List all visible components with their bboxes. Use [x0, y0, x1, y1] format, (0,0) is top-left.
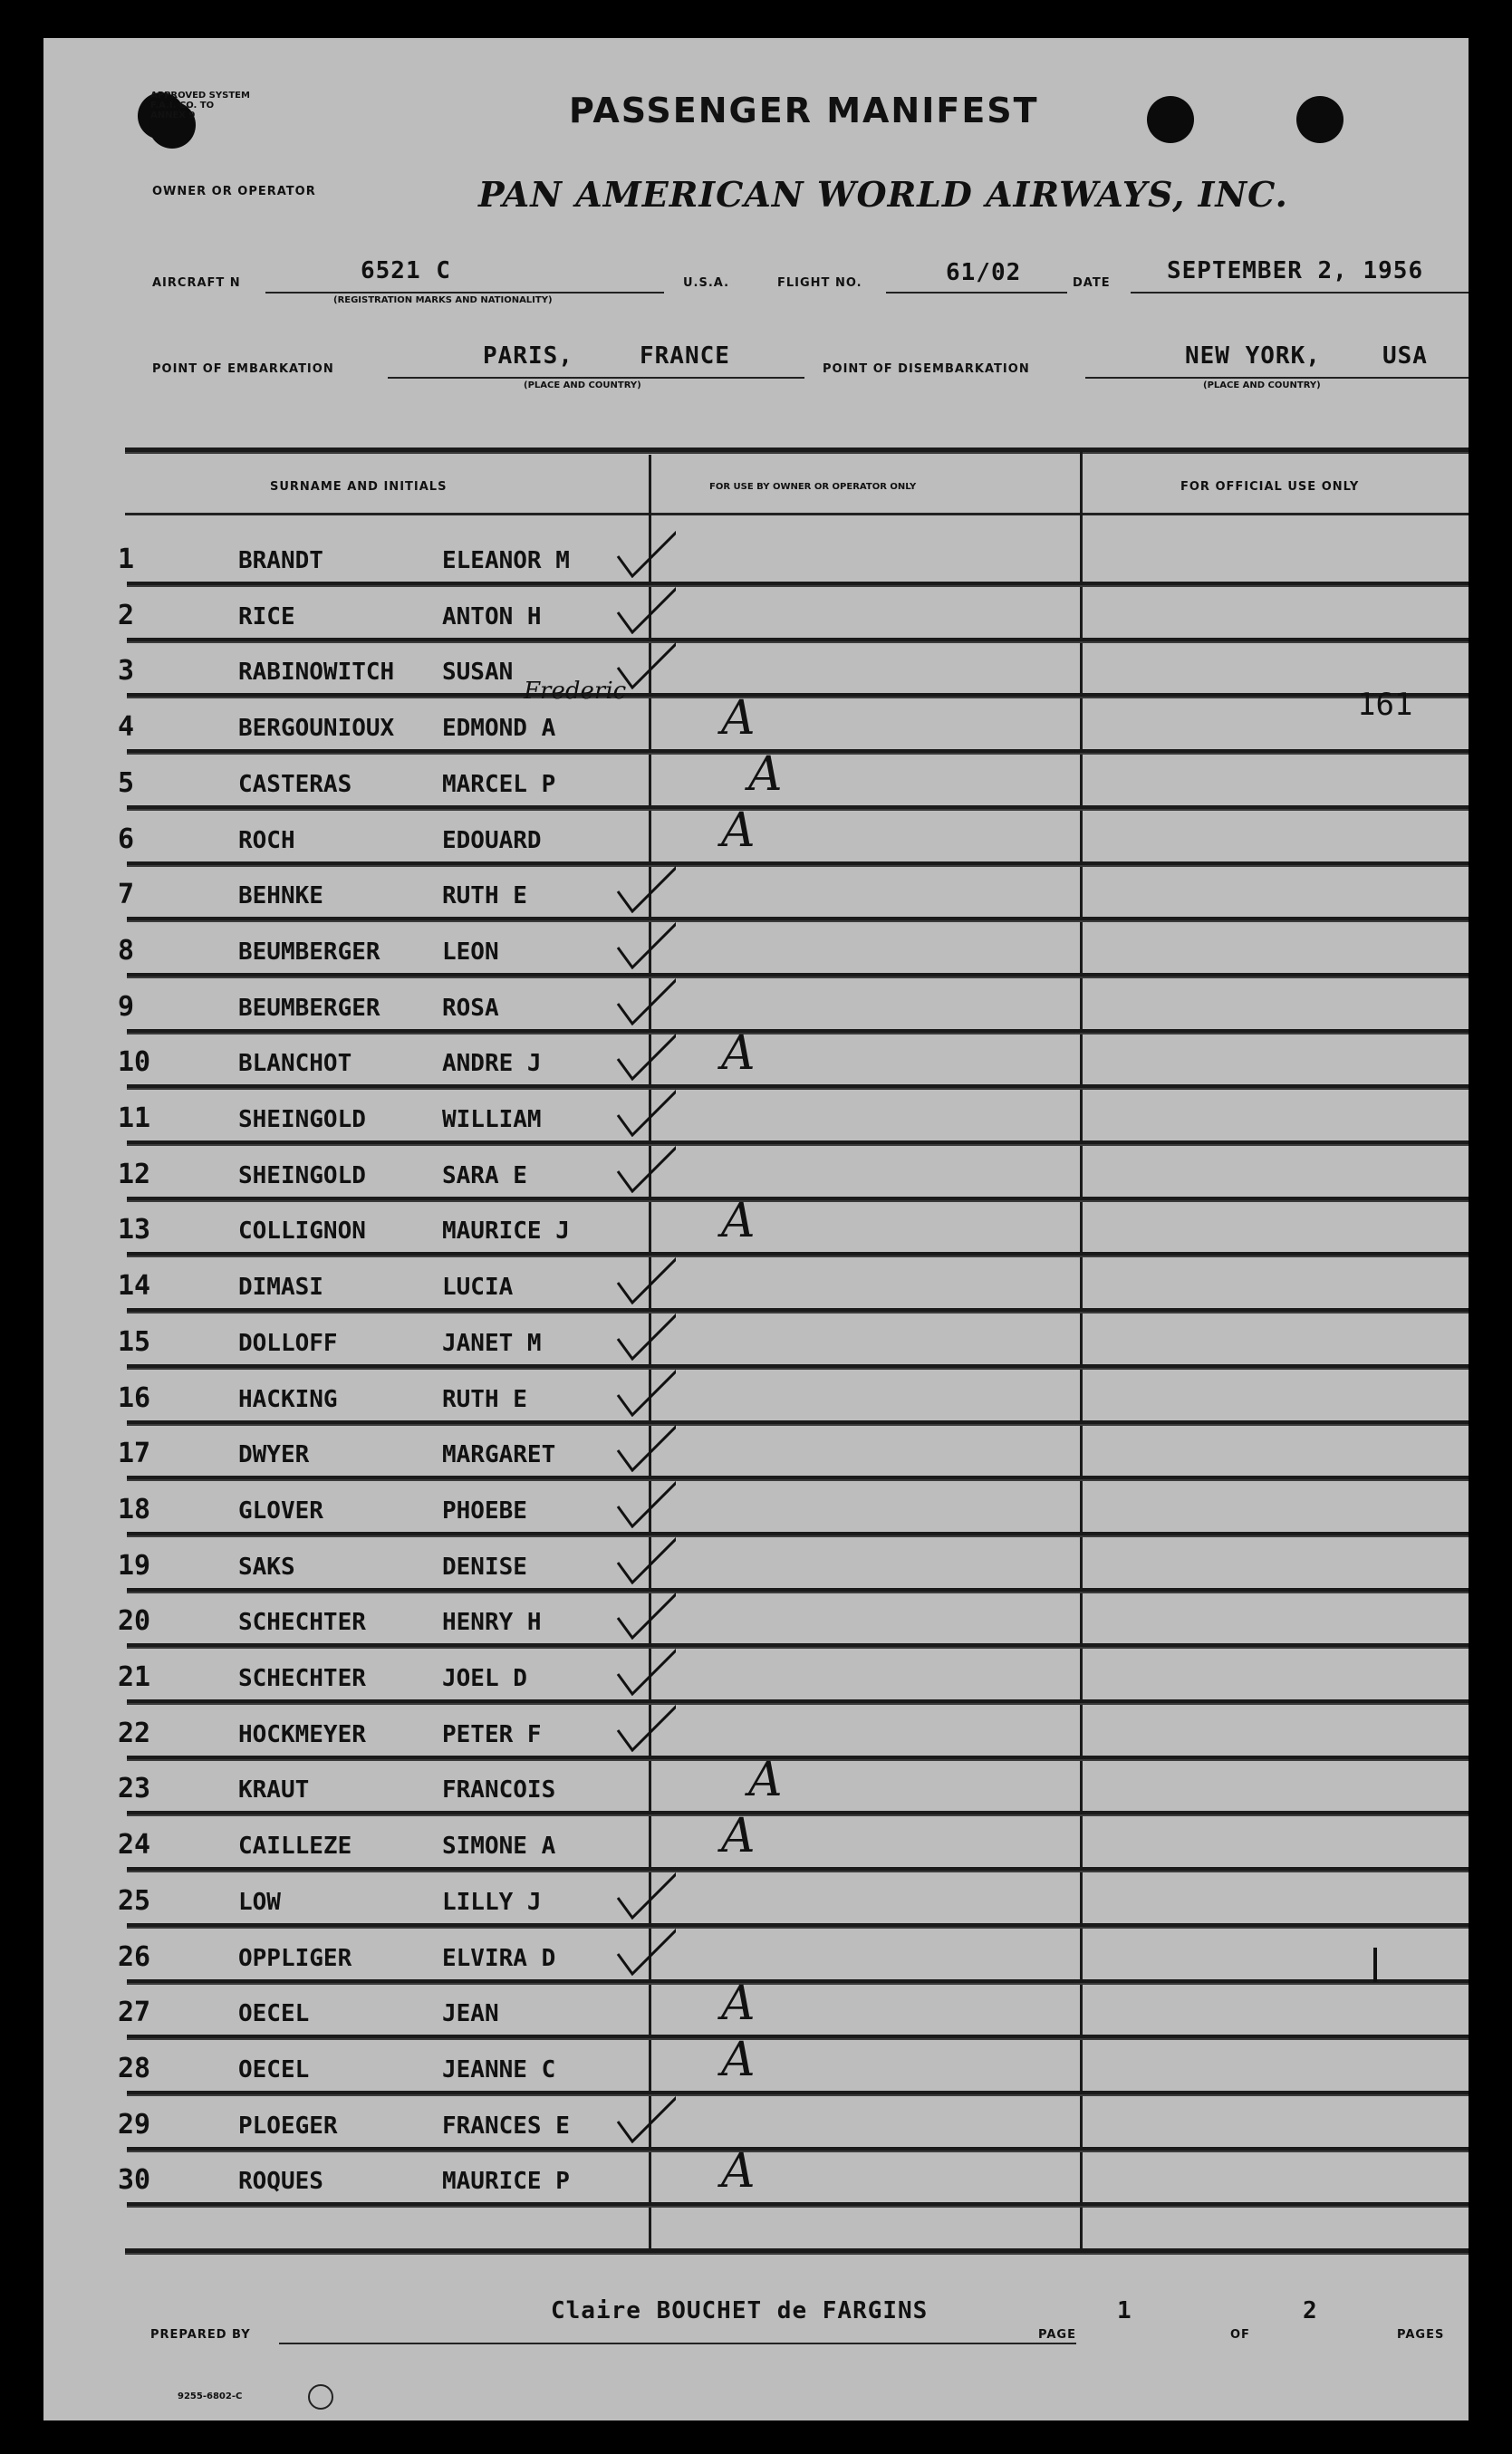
check-mark-icon — [612, 1587, 676, 1640]
passenger-initials: WILLIAM — [442, 1106, 542, 1133]
handwritten-a-mark: A — [721, 1977, 756, 2032]
row-rule — [127, 1364, 1469, 1370]
row-number: 6 — [118, 823, 135, 855]
handwritten-a-mark: A — [721, 691, 756, 746]
total-pages: 2 — [1303, 2297, 1318, 2324]
passenger-initials: DENISE — [442, 1553, 527, 1581]
handwritten-a-mark: A — [721, 2032, 756, 2087]
row-number: 15 — [118, 1325, 151, 1358]
row-number: 18 — [118, 1493, 151, 1525]
column-header-rule — [125, 513, 1469, 515]
flight-value: 61/02 — [946, 259, 1022, 286]
passenger-initials: MAURICE P — [442, 2168, 570, 2196]
passenger-surname: OPPLIGER — [238, 1944, 352, 1972]
row-number: 24 — [118, 1829, 151, 1862]
row-rule — [127, 1252, 1469, 1257]
passenger-surname: SHEINGOLD — [238, 1106, 366, 1133]
row-rule — [127, 1308, 1469, 1314]
passenger-surname: ROQUES — [238, 2168, 323, 2196]
handwritten-first-name: Frederic — [524, 678, 627, 705]
official-number: 161 — [1357, 687, 1413, 723]
row-number: 3 — [118, 655, 135, 688]
check-mark-icon — [612, 1028, 676, 1081]
passenger-initials: HENRY H — [442, 1609, 542, 1637]
passenger-surname: HACKING — [238, 1385, 338, 1413]
passenger-surname: RABINOWITCH — [238, 659, 395, 687]
passenger-surname: LOW — [238, 1888, 281, 1916]
row-rule — [127, 861, 1469, 867]
row-number: 30 — [118, 2164, 151, 2197]
check-mark-icon — [612, 861, 676, 913]
check-mark-icon — [612, 2091, 676, 2143]
row-number: 10 — [118, 1046, 151, 1079]
passenger-initials: SARA E — [442, 1161, 527, 1189]
approval-stamp: APPROVED SYSTEM F.A.I. CO. TO ANNEX 9 — [150, 91, 250, 120]
check-mark-icon — [612, 1308, 676, 1361]
passenger-initials: ELEANOR M — [442, 547, 570, 574]
row-rule — [127, 1197, 1469, 1202]
handwritten-a-mark: A — [721, 1026, 756, 1082]
flight-underline — [886, 292, 1067, 294]
check-mark-icon — [612, 1699, 676, 1752]
passenger-surname: OECEL — [238, 2055, 310, 2083]
disembarkation-city: NEW YORK, — [1185, 342, 1321, 370]
passenger-surname: OECEL — [238, 2000, 310, 2028]
prepared-by-underline — [279, 2343, 1076, 2344]
owner-value: PAN AMERICAN WORLD AIRWAYS, INC. — [478, 174, 1288, 215]
passenger-initials: RUTH E — [442, 882, 527, 910]
check-mark-icon — [612, 1419, 676, 1472]
passenger-initials: LEON — [442, 938, 499, 966]
passenger-surname: GLOVER — [238, 1496, 323, 1525]
row-number: 21 — [118, 1661, 151, 1693]
row-rule — [127, 2202, 1469, 2208]
passenger-surname: DOLLOFF — [238, 1329, 338, 1357]
passenger-initials: MAURICE J — [442, 1217, 570, 1246]
row-rule — [127, 2091, 1469, 2096]
handwritten-a-mark: A — [721, 1194, 756, 1249]
passenger-surname: DWYER — [238, 1441, 310, 1469]
check-mark-icon — [612, 973, 676, 1025]
row-number: 23 — [118, 1773, 151, 1805]
passenger-initials: SIMONE A — [442, 1833, 556, 1861]
passenger-surname: PLOEGER — [238, 2112, 338, 2140]
date-value: SEPTEMBER 2, 1956 — [1167, 257, 1424, 284]
row-rule — [127, 1979, 1469, 1985]
passenger-surname: SHEINGOLD — [238, 1161, 366, 1189]
of-label: OF — [1230, 2328, 1250, 2342]
page-title: PASSENGER MANIFEST — [569, 91, 1039, 130]
check-mark-icon — [612, 917, 676, 969]
passenger-initials: SUSAN — [442, 659, 514, 687]
row-number: 20 — [118, 1605, 151, 1638]
aircraft-value: 6521 C — [361, 257, 451, 284]
row-number: 1 — [118, 544, 135, 575]
pages-label: PAGES — [1397, 2328, 1445, 2342]
row-number: 19 — [118, 1549, 151, 1582]
row-rule — [127, 1811, 1469, 1816]
check-mark-icon — [612, 582, 676, 634]
row-number: 5 — [118, 766, 135, 799]
row-number: 9 — [118, 990, 135, 1023]
passenger-surname: CASTERAS — [238, 770, 352, 798]
check-mark-icon — [612, 1364, 676, 1417]
form-number: 9255-6802-C — [178, 2391, 243, 2401]
passenger-initials: JEANNE C — [442, 2055, 556, 2083]
date-label: DATE — [1073, 276, 1111, 290]
punch-hole-right-2 — [1296, 96, 1343, 143]
passenger-surname: ROCH — [238, 826, 295, 854]
passenger-surname: BERGOUNIOUX — [238, 715, 395, 743]
embarkation-underline — [388, 377, 804, 379]
row-number: 25 — [118, 1884, 151, 1917]
row-rule — [127, 1476, 1469, 1481]
passenger-surname: HOCKMEYER — [238, 1720, 366, 1748]
passenger-surname: RICE — [238, 602, 295, 630]
handwritten-a-mark: A — [721, 803, 756, 858]
handwritten-a-mark: A — [721, 1809, 756, 1864]
row-rule — [127, 638, 1469, 643]
row-rule — [127, 693, 1469, 698]
passenger-surname: BEUMBERGER — [238, 938, 380, 966]
page-number: 1 — [1117, 2297, 1132, 2324]
row-rule — [127, 1756, 1469, 1761]
passenger-surname: SAKS — [238, 1553, 295, 1581]
handwritten-a-mark: A — [748, 746, 783, 802]
embarkation-label: POINT OF EMBARKATION — [152, 362, 334, 376]
row-number: 12 — [118, 1158, 151, 1190]
table-top-rule — [125, 447, 1469, 454]
row-rule — [127, 1532, 1469, 1537]
passenger-initials: LUCIA — [442, 1274, 514, 1302]
row-number: 11 — [118, 1102, 151, 1134]
passenger-surname: BLANCHOT — [238, 1050, 352, 1078]
passenger-initials: PHOEBE — [442, 1496, 527, 1525]
handwritten-a-mark: A — [748, 1753, 783, 1808]
passenger-initials: ANDRE J — [442, 1050, 542, 1078]
aircraft-label: AIRCRAFT N — [152, 276, 241, 290]
passenger-surname: BEUMBERGER — [238, 994, 380, 1022]
row-number: 27 — [118, 1997, 151, 2029]
passenger-initials: FRANCES E — [442, 2112, 570, 2140]
row-rule — [127, 749, 1469, 755]
passenger-surname: BRANDT — [238, 547, 323, 574]
disembarkation-label: POINT OF DISEMBARKATION — [823, 362, 1030, 376]
prepared-by-label: PREPARED BY — [150, 2328, 251, 2342]
passenger-initials: LILLY J — [442, 1888, 542, 1916]
passenger-surname: CAILLEZE — [238, 1833, 352, 1861]
check-mark-icon — [612, 1643, 676, 1696]
row-rule — [127, 2147, 1469, 2152]
check-mark-icon — [612, 525, 676, 578]
page-label: PAGE — [1038, 2328, 1076, 2342]
check-mark-icon — [612, 1252, 676, 1304]
check-mark-icon — [612, 1867, 676, 1920]
flight-label: FLIGHT NO. — [777, 276, 862, 290]
punch-hole-right-1 — [1147, 96, 1194, 143]
row-rule — [127, 973, 1469, 978]
row-rule — [127, 1140, 1469, 1146]
row-rule — [127, 917, 1469, 922]
passenger-initials: EDMOND A — [442, 715, 556, 743]
column-header-official: FOR OFFICIAL USE ONLY — [1180, 480, 1360, 494]
disembarkation-country: USA — [1382, 342, 1428, 370]
prepared-by-value: Claire BOUCHET de FARGINS — [551, 2297, 929, 2324]
aircraft-sublabel: (REGISTRATION MARKS AND NATIONALITY) — [333, 295, 553, 305]
passenger-initials: JOEL D — [442, 1665, 527, 1692]
passenger-surname: COLLIGNON — [238, 1217, 366, 1246]
passenger-initials: ELVIRA D — [442, 1944, 556, 1972]
passenger-surname: BEHNKE — [238, 882, 323, 910]
column-header-names: SURNAME AND INITIALS — [270, 480, 448, 494]
passenger-initials: PETER F — [442, 1720, 542, 1748]
embarkation-country: FRANCE — [640, 342, 730, 370]
passenger-initials: JEAN — [442, 2000, 499, 2028]
handwritten-a-mark: A — [721, 2144, 756, 2199]
row-number: 7 — [118, 879, 135, 911]
row-rule — [127, 1084, 1469, 1090]
row-rule — [127, 1643, 1469, 1649]
column-header-operator: FOR USE BY OWNER OR OPERATOR ONLY — [709, 482, 917, 492]
passenger-surname: SCHECHTER — [238, 1609, 366, 1637]
disembarkation-underline — [1085, 377, 1469, 379]
row-rule — [127, 1029, 1469, 1035]
check-mark-icon — [612, 1532, 676, 1584]
disembarkation-sublabel: (PLACE AND COUNTRY) — [1203, 380, 1321, 390]
table-bottom-rule — [125, 2248, 1469, 2255]
owner-label: OWNER OR OPERATOR — [152, 185, 316, 198]
row-number: 29 — [118, 2108, 151, 2141]
passenger-initials: ROSA — [442, 994, 499, 1022]
passenger-initials: EDOUARD — [442, 826, 542, 854]
row-number: 2 — [118, 599, 135, 631]
check-mark-icon — [612, 1476, 676, 1528]
row-rule — [127, 805, 1469, 811]
row-rule — [127, 1588, 1469, 1593]
manifest-sheet — [43, 38, 1469, 2420]
row-rule — [127, 1420, 1469, 1426]
row-rule — [127, 1867, 1469, 1872]
embarkation-sublabel: (PLACE AND COUNTRY) — [524, 380, 641, 390]
aircraft-underline — [265, 292, 664, 294]
passenger-surname: SCHECHTER — [238, 1665, 366, 1692]
row-rule — [127, 582, 1469, 587]
row-rule — [127, 1923, 1469, 1929]
passenger-initials: MARCEL P — [442, 770, 556, 798]
embarkation-city: PARIS, — [483, 342, 573, 370]
row-number: 4 — [118, 711, 135, 744]
passenger-initials: JANET M — [442, 1329, 542, 1357]
check-mark-icon — [612, 1923, 676, 1976]
official-tick-mark — [1373, 1948, 1377, 1982]
date-underline — [1131, 292, 1469, 294]
union-seal-icon — [308, 2384, 333, 2410]
row-number: 16 — [118, 1381, 151, 1414]
row-number: 14 — [118, 1270, 151, 1303]
row-rule — [127, 2035, 1469, 2040]
passenger-initials: RUTH E — [442, 1385, 527, 1413]
row-number: 13 — [118, 1214, 151, 1246]
row-rule — [127, 1699, 1469, 1705]
passenger-surname: KRAUT — [238, 1776, 310, 1804]
country-value: U.S.A. — [683, 276, 730, 290]
check-mark-icon — [612, 1140, 676, 1193]
row-number: 22 — [118, 1717, 151, 1749]
row-number: 8 — [118, 934, 135, 967]
passenger-surname: DIMASI — [238, 1274, 323, 1302]
passenger-initials: ANTON H — [442, 602, 542, 630]
row-number: 26 — [118, 1940, 151, 1973]
passenger-initials: FRANCOIS — [442, 1776, 556, 1804]
row-number: 17 — [118, 1438, 151, 1470]
passenger-initials: MARGARET — [442, 1441, 556, 1469]
check-mark-icon — [612, 1084, 676, 1137]
row-number: 28 — [118, 2052, 151, 2084]
